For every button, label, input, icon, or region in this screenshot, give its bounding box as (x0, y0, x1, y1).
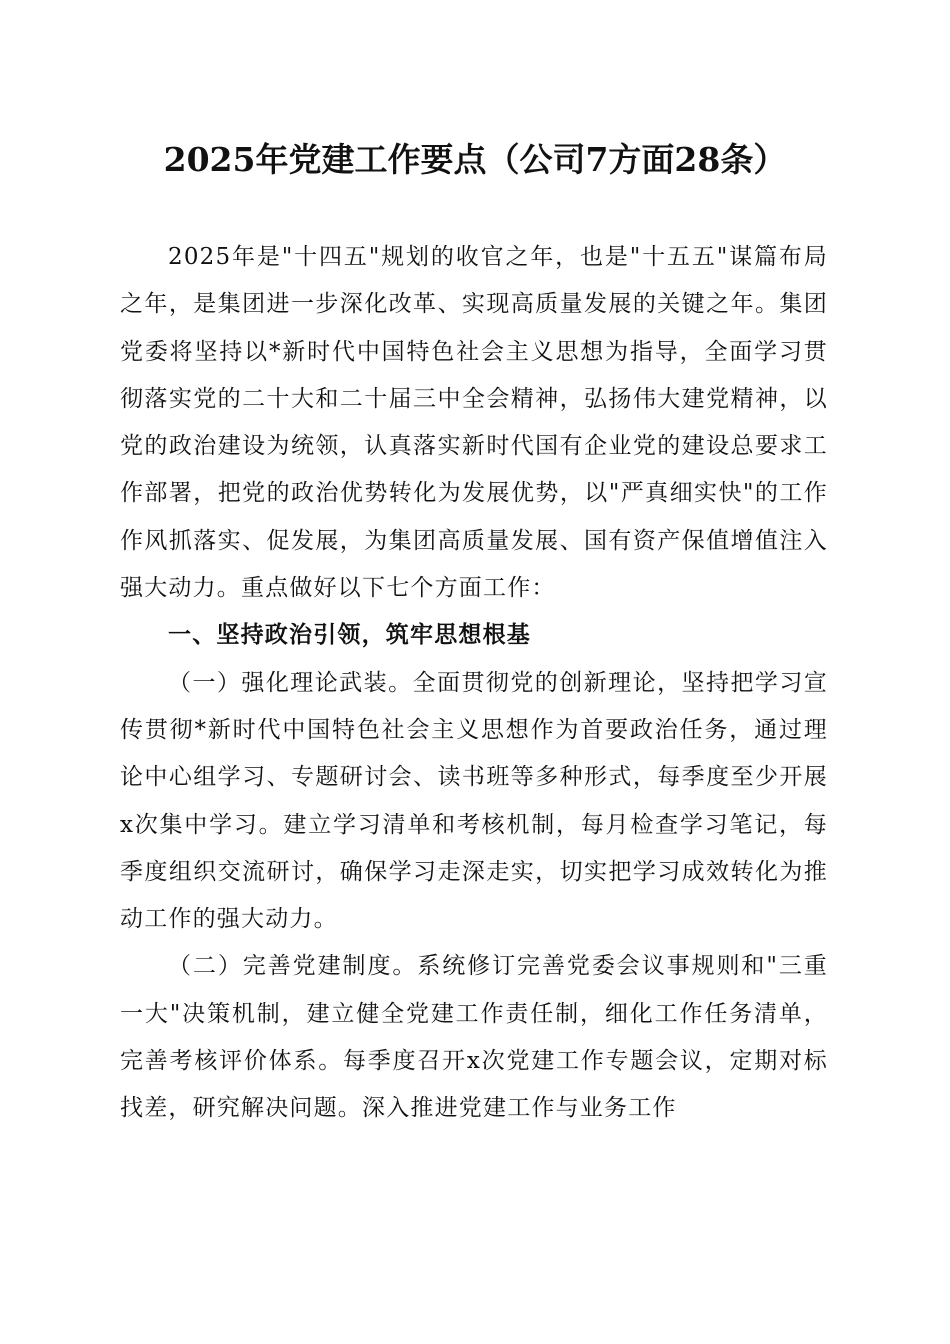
intro-paragraph: 2025年是"十四五"规划的收官之年，也是"十五五"谋篇布局之年，是集团进一步深化改革、实现高质量发展的关键之年。集团党委将坚持以*新时代中国特色社会主义思想为指导，全面学习贯彻落实党的二十大和二十届三中全会精神，弘扬伟大建党精神，以党的政治建设为统领，认真落实新时代国有企业党的建设总要求工作部署，把党的政治优势转化为发展优势，以"严真细实快"的工作作风抓落实、促发展，为集团高质量发展、国有资产保值增值注入强大动力。重点做好以下七个方面工作： (120, 244, 828, 602)
item-paragraph-1: （一）强化理论武装。全面贯彻党的创新理论，坚持把学习宣传贯彻*新时代中国特色社会主义思想作为首要政治任务，通过理论中心组学习、专题研讨会、读书班等多种形式，每季度至少开展x次集中学习。建立学习清单和考核机制，每月检查学习笔记，每季度组织交流研讨，确保学习走深走实，切实把学习成效转化为推动工作的强大动力。 (120, 669, 828, 933)
document-body (120, 234, 828, 1133)
document-title: 2025年党建工作要点（公司7方面28条） (163, 140, 787, 179)
section-heading-1: 一、坚持政治引领，筑牢思想根基 (168, 622, 531, 649)
item-paragraph-2: （二）完善党建制度。系统修订完善党委会议事规则和"三重一大"决策机制，建立健全党建工作责任制，细化工作任务清单，完善考核评价体系。每季度召开x次党建工作专题会议，定期对标找差，研究解决问题。深入推进党建工作与业务工作 (120, 953, 828, 1122)
